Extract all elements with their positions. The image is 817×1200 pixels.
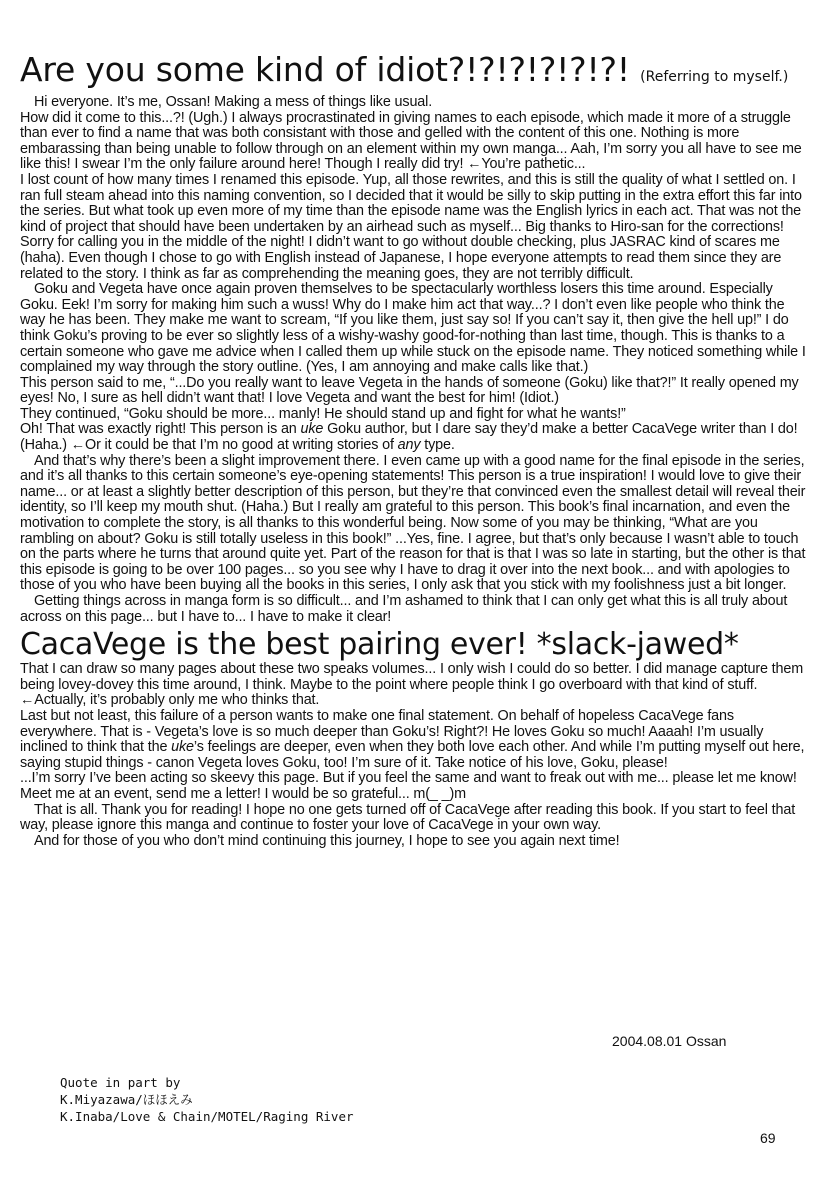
section-heading: CacaVege is the best pairing ever! *slack-jawed* [20, 627, 739, 663]
text-span: ’s feelings are deeper, even when they both love each other. And while I’m putting myself out here, saying stupid things - canon Vegeta loves Goku, too! I’m sure of it. Take notice of his love, Goku, please! [20, 739, 805, 771]
text-span: type. [420, 437, 455, 454]
title-note: (Referring to myself.) [640, 69, 789, 85]
emphasis-any: any [397, 437, 421, 454]
emphasis-uke: uke [171, 739, 194, 756]
title-text: Are you some kind of idiot?!?!?!?!?!?! [20, 50, 630, 89]
quote-line: Quote in part by [60, 1075, 181, 1090]
signature: 2004.08.01 Ossan [612, 1033, 727, 1049]
text-span: Oh! That was exactly right! This person is an [20, 421, 301, 438]
quote-line: K.Inaba/Love & Chain/MOTEL/Raging River [60, 1109, 354, 1124]
text-span: Last but not least, this failure of a person wants to make one final statement. On behalf of hopeless CacaVege fans everywhere. That is - Vegeta’s love is so much deeper than Goku’s! Right?! He loves Goku so much! Aaaah! I’m usually inclined to think that the [20, 707, 764, 756]
quote-line: K.Miyazawa/ほほえみ [60, 1092, 193, 1107]
paragraph-renaming: I lost count of how many times I renamed this episode. Yup, all those rewrites, and this is still the quality of what I settled on. I ran full steam ahead into this naming convention, so I decided that it would be silly to skip putting in the extra effort this far into the series. But what took up even more of my time than the episode name was the English lyrics in each act. That was not the kind of project that should have been undertaken by an airhead such as myself... Big thanks to Hiro-san for the corrections! Sorry for calling you in the middle of the night! I didn’t want to go without double checking, plus JASRAC kind of scares me (haha). Even though I chose to go with English instead of Japanese, I hope everyone attempts to read them since they are related to the story. I think as far as comprehending the meaning goes, they are not terribly difficult. [20, 171, 802, 282]
article [20, 52, 810, 849]
paragraph-final-statement [20, 709, 810, 771]
paragraph-farewell: And for those of you who don’t mind continuing this journey, I hope to see you again next time! [34, 832, 620, 849]
paragraph-improvement: And that’s why there’s been a slight improvement there. I even came up with a good name for the final episode in the series, and it’s all thanks to this certain someone’s eye-opening statements! This person is a true inspiration! I would love to give their name... or at least a slightly better description of this person, but they’re that convinced even the smallest detail will reveal their identity, so I’ll keep my mouth shut. (Haha.) But I really am grateful to this person. This book’s final incarnation, and even the motivation to complete the story, is all thanks to this wonderful being. Now some of you may be thinking, “What are you rambling on about? Goku is still totally useless in this book!” ...Yes, fine. I agree, but that’s only because I wasn’t able to touch on the parts where he turns that around quite yet. Part of the reason for that is that I was so late in starting, but the other is that this episode is going to be over 100 pages... so you see why I have to drag it over into the next book... and with apologies to those of you who have been buying all the books in this series, I only ask that you stick with my foolishness just a bit longer. [20, 452, 806, 594]
paragraph-continued: They continued, “Goku should be more... manly! He should stand up and fight for what he wants!” [20, 405, 626, 422]
emphasis-uke: uke [300, 421, 324, 438]
paragraph-exactly-right [20, 422, 810, 453]
paragraph-thanks: That is all. Thank you for reading! I hope no one gets turned off of CacaVege after reading this book. If you start to feel that way, please ignore this manga and continue to foster your love of CacaVege in your own way. [20, 801, 796, 834]
page-title [20, 52, 810, 95]
page-number: 69 [760, 1130, 776, 1146]
paragraph-speaks-volumes: That I can draw so many pages about these two speaks volumes... I only wish I could do so better. I did manage capture them being lovey-dovey this time around, I think. Maybe to the point where people think I go overboard with that kind of stuff. ←Actually, it’s probably only me who thinks that. [20, 661, 804, 709]
quote-credits [60, 1074, 354, 1125]
paragraph-goku-vegeta: Goku and Vegeta have once again proven themselves to be spectacularly worthless losers this time around. Especially Goku. Eek! I’m sorry for making him such a wuss! Why do I make him act that way...? I don’t even like people who think the way he has been. They make me want to scream, “If you like them, just say so! If you can’t say it, then give the hell up!” I do think Goku’s proving to be ever so slightly less of a wishy-washy good-for-nothing than last time, though. This is thanks to a certain someone who gave me advice when I called them up while stuck on the episode name. They noticed something while I complained my way through the story outline. (Yes, I am annoying and make calls like that.) [20, 281, 806, 376]
paragraph-procrastination: How did it come to this...?! (Ugh.) I always procrastinated in giving names to each episode, which made it more of a struggle than ever to find a name that was both consistant with those and gelled with the content of this one. Nothing is more embarassing than being unable to follow through on an element within my own manga... Aah, I’m sorry you all have to see me like this! I swear I’m the only failure around here! Though I really did try! ←You’re pathetic... [20, 109, 802, 173]
paragraph-greeting: Hi everyone. It’s me, Ossan! Making a mess of things like usual. [34, 94, 433, 110]
paragraph-apology: ...I’m sorry I’ve been acting so skeevy this page. But if you feel the same and want to freak out with me... please let me know! Meet me at an event, send me a letter! I would be so grateful... m(_ _)m [20, 770, 797, 802]
text-span: Goku author, but I dare say they’d make a better CacaVege writer than I do! (Haha.) ←Or it could be that I’m no good at writing stories of [20, 421, 798, 454]
paragraph-manga-form: Getting things across in manga form is so difficult... and I’m ashamed to think that I can only get what this is all truly about across on this page... but I have to... I have to make it clear! [20, 593, 788, 625]
paragraph-advice: This person said to me, “...Do you really want to leave Vegeta in the hands of someone (Goku) like that?!” It really opened my eyes! No, I sure as hell didn’t want that! I love Vegeta and want the best for him! (Idiot.) [20, 374, 799, 407]
